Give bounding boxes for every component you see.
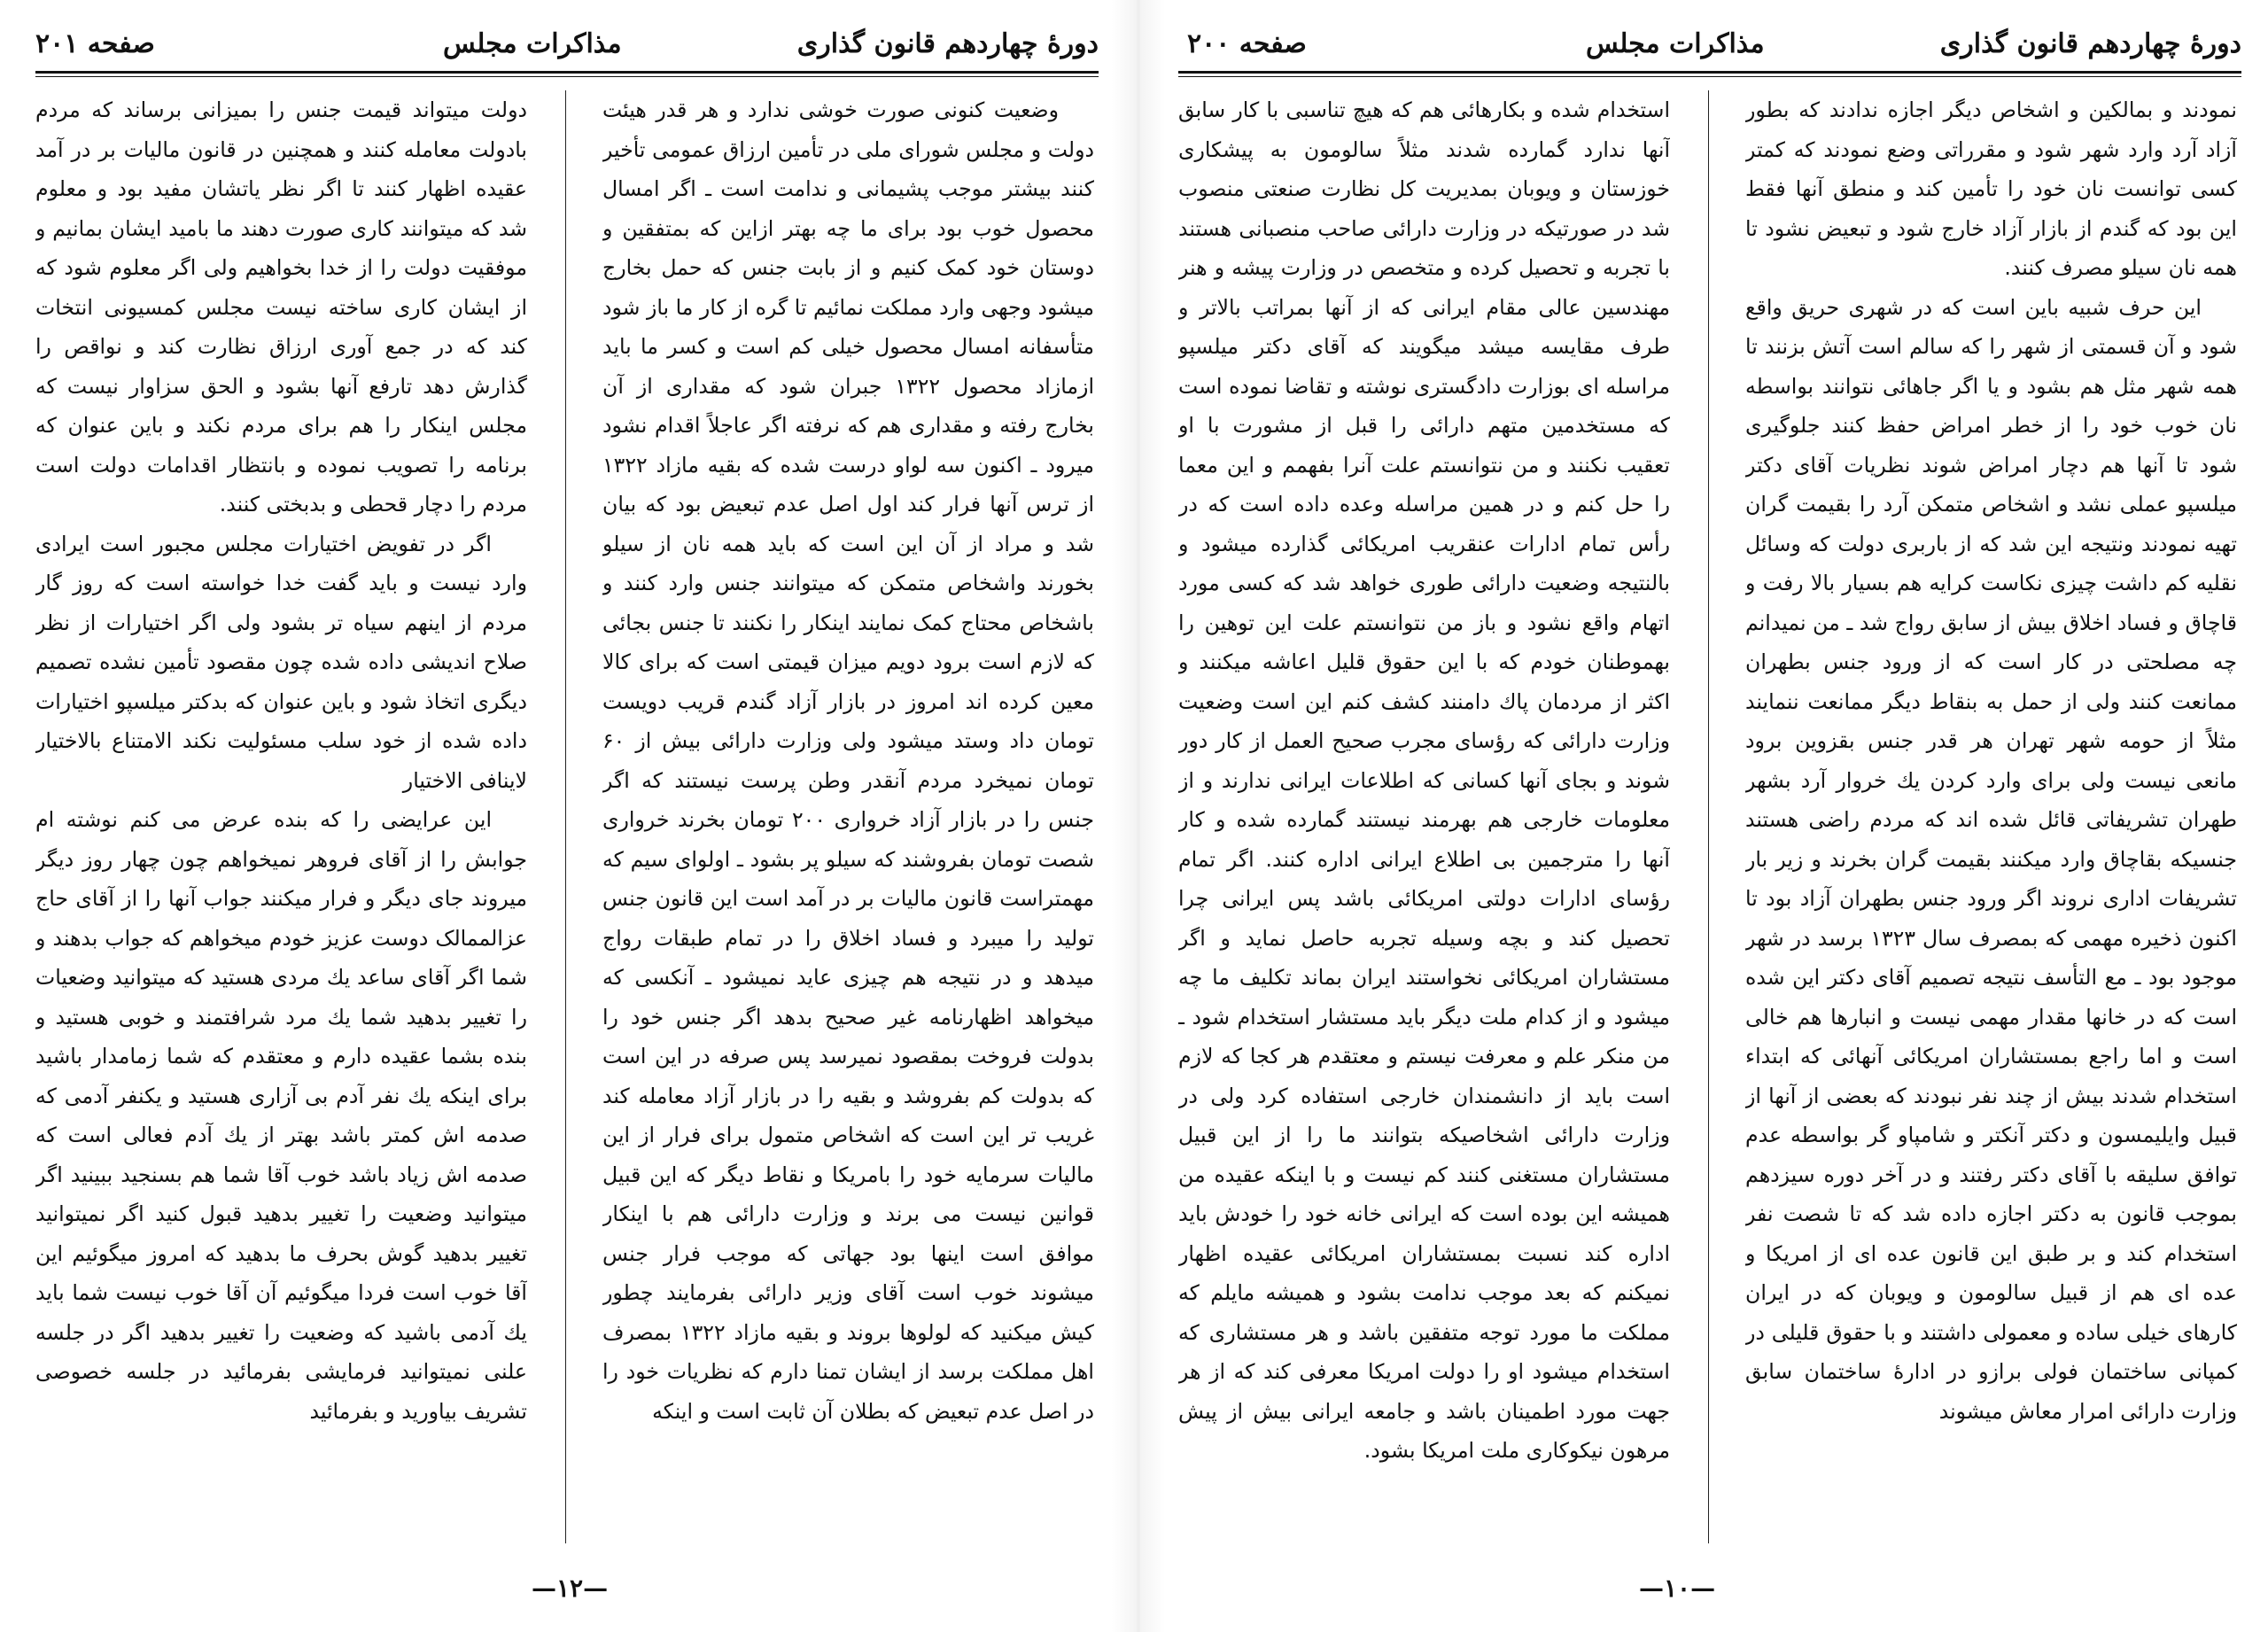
page-gutter (1112, 0, 1165, 1632)
paragraph: اگر در تفویض اختیارات مجلس مجبور است ایرادی وارد نیست و باید گفت خدا خواسته است که روز گار مردم از اینهم سیاه تر بشود ولی اگر اختیارات از نظر صلاح اندیشی داده شده چون مقصود تأمین نشده تصمیم دیگری اتخاذ شود و باین عنوان که بدکتر میلسپو اختیارات داده شده از خود سلب مسئولیت نکند الامتناع بالاختیار لاینافی الاختیار (35, 531, 527, 793)
left-page-column-divider (565, 90, 566, 1543)
left-page-footer-number: —۱۲— (532, 1574, 609, 1603)
right-page-column-left (1178, 90, 1670, 1543)
paragraph: دولت میتواند قیمت جنس را بمیزانی برساند که مردم بادولت معامله کنند و همچنین در قانون مالیات بر در آمد عقیده اظهار کنند تا اگر نظر یاتشان مفید بود و معلوم شد که میتوانند کاری صورت دهند ما بامید ایشان بمانیم و موفقیت دولت را از خدا بخواهیم ولی اگر معلوم شود که از ایشان کاری ساخته نیست مجلس کمسیونی انتخات کند که در جمع آوری ارزاق نظارت کند و نواقص را گذارش دهد تارفع آنها بشود و الحق سزاوار نیست که مجلس اینکار را هم برای مردم نکند و باین عنوان که برنامه را تصویب نموده و بانتظار اقدامات دولت است مردم را دچار قحطی و بدبختی کنند. (35, 97, 527, 517)
right-page-number-header: صفحه ۲۰۰ (1187, 28, 1307, 59)
right-page-footer-number: —۱۰— (1639, 1574, 1716, 1603)
left-page-column-right (602, 90, 1094, 1543)
right-page-session-title: دورهٔ چهاردهم قانون گذاری (1939, 28, 2241, 59)
paragraph: نمودند و بمالکین و اشخاص دیگر اجازه ندادند که بطور آزاد آرد وارد شهر شود و مقرراتی وضع نمودند که کمتر کسی توانست نان خود را تأمین کند و منطق آنها فقط این بود که گندم از بازار آزاد خارج شود و تبعیض نشود تا همه نان سیلو مصرف کنند. (1745, 97, 2237, 280)
right-page (1178, 0, 2241, 1632)
right-header-rule (1178, 71, 2241, 74)
left-page-publication-title: مذاکرات مجلس (443, 28, 622, 59)
paragraph: استخدام شده و بکارهائی هم که هیچ تناسبی با کار سابق آنها ندارد گمارده شدند مثلاً سالومون به پیشکاری خوزستان و ویوبان بمدیریت کل نظارت صنعتی منصوب شد در صورتیکه در وزارت دارائی صاحب منصبانی هستند با تجربه و تحصیل کرده و متخصص در وزارت پیشه و هنر مهندسین عالی مقام ایرانی که از آنها بمراتب بالاتر و طرف مقایسه میشد میگویند که آقای دکتر میلسپو مراسله ای بوزارت دادگستری نوشته و تقاضا نموده است که مستخدمین متهم دارائی را قبل از مشورت با او تعقیب نکنند و من نتوانستم علت آنرا بفهمم و این معما را حل کنم و در همین مراسله وعده داده است که در رأس تمام ادارات عنقریب امریکائی گذارده میشود و بالنتیجه وضعیت دارائی طوری خواهد شد که کسی مورد اتهام واقع نشود و باز من نتوانستم علت این توهین را بهموطنان خودم که با این حقوق قلیل اعاشه میکنند و اکثر از مردمان پاك دامنند کشف کنم این است وضعیت وزارت دارائی که رؤسای مجرب صحیح العمل از کار دور شوند و بجای آنها کسانی که اطلاعات ایرانی ندارند و از معلومات خارجی هم بهرمند نیستند گمارده شده و کار آنها را مترجمین بی اطلاع ایرانی اداره کنند. اگر تمام رؤسای ادارات دولتی امریکائی باشد پس ایرانی چرا تحصیل کند و بچه وسیله تجربه حاصل نماید و اگر مستشاران امریکائی نخواستند ایران بماند تکلیف ما چه میشود و از کدام ملت دیگر باید مستشار استخدام شود ـ من منکر علم و معرفت نیستم و معتقدم هر کجا که لازم است باید از دانشمندان خارجی استفاده کرد ولی در وزارت دارائی اشخاصیکه بتوانند ما را از این قبیل مستشاران مستغنی کنند کم نیست و با اینکه عقیده من همیشه این بوده است که ایرانی خانه خود را خودش باید اداره کند نسبت بمستشاران امریکائی عقیده اظهار نمیکنم که بعد موجب ندامت بشود و همیشه مایلم که مملکت ما مورد توجه متفقین باشد و هر مستشاری که استخدام میشود او را دولت امریکا معرفی کند که از هر جهت مورد اطمینان باشد و جامعه ایرانی بیش از پیش مرهون نیکوکاری ملت امریکا بشود. (1178, 97, 1670, 1463)
paragraph: این حرف شبیه باین است که در شهری حریق واقع شود و آن قسمتی از شهر را که سالم است آتش بزنند تا همه شهر مثل هم بشود و یا اگر جاهائی نتوانند بواسطه نان خوب خود را از خطر امراض حفظ کنند جلوگیری شود تا آنها هم دچار امراض شوند نظریات آقای دکتر میلسپو عملی نشد و اشخاص متمکن آرد را بقیمت گران تهیه نمودند ونتیجه این شد که از باربری دولت که وسائل نقلیه کم داشت چیزی نکاست کرایه هم بسیار بالا رفت و قاچاق و فساد اخلاق بیش از سابق رواج شد ـ من نمیدانم چه مصلحتی در کار است که از ورود جنس بطهران ممانعت کنند ولی از حمل به بنقاط دیگر ممانعت ننمایند مثلاً از حومه شهر تهران هر قدر جنس بقزوین برود مانعی نیست ولی برای وارد کردن یك خروار آرد بشهر طهران تشریفاتی قائل شده اند که مردم راضی هستند جنسیکه بقاچاق وارد میکنند بقیمت گران بخرند و زیر بار تشریفات اداری نروند اگر ورود جنس بطهران آزاد بود تا اکنون ذخیره مهمی که بمصرف سال ۱۳۲۳ برسد در شهر موجود بود ـ مع التأسف نتیجه تصمیم آقای دکتر این شده است که در خانها مقدار مهمی نیست و انبارها هم خالی است و اما راجع بمستشاران امریکائی آنهائی که ابتداء استخدام شدند بیش از چند نفر نبودند که بعضی از آنها از قبیل وایلیمسون و دکتر آنکتر و شامپاو گر بواسطه عدم توافق سلیقه با آقای دکتر رفتند و در آخر دوره سیزدهم بموجب قانون به دکتر اجازه داده شد که تا شصت نفر استخدام کند و بر طبق این قانون عده ای از امریکا و عده ای هم از قبیل سالومون و ویوبان که در ایران کارهای خیلی ساده و معمولی داشتند و با حقوق قلیلی در کمپانی ساختمان فولی برازو در ادارهٔ ساختمان سابق وزارت دارائی امرار معاش میشوند (1745, 294, 2237, 1424)
left-page (35, 0, 1099, 1632)
left-header-rule-thin (35, 76, 1099, 77)
left-page-column-left (35, 90, 527, 1543)
right-page-header (1178, 25, 2241, 69)
paragraph: وضعیت کنونی صورت خوشی ندارد و هر قدر هیئت دولت و مجلس شورای ملی در تأمین ارزاق عمومی تأخیر کنند بیشتر موجب پشیمانی و ندامت است ـ اگر امسال محصول خوب بود برای ما چه بهتر ازاین که بمتفقین و دوستان خود کمک کنیم و از بابت جنس که حمل بخارج میشود وجهی وارد مملکت نمائیم تا گره از کار ما باز شود متأسفانه امسال محصول خیلی کم است و کسر ما باید ازمازاد محصول ۱۳۲۲ جبران شود که مقداری از آن بخارج رفته و مقداری هم که نرفته اگر عاجلاً اقدام نشود میرود ـ اکنون سه لواو درست شده که بقیه مازاد ۱۳۲۲ از ترس آنها فرار کند اول اصل عدم تبعیض بود که بیان شد و مراد از آن این است که باید همه نان از سیلو بخورند واشخاص متمکن که میتوانند جنس وارد کنند و باشخاص محتاج کمک نمایند اینکار را نکنند تا جنس بجائی که لازم است برود دویم میزان قیمتی است که برای کالا معین کرده اند امروز در بازار آزاد گندم قریب دویست تومان داد وستد میشود ولی وزارت دارائی بیش از ۶۰ تومان نمیخرد مردم آنقدر وطن پرست نیستند که اگر جنس را در بازار آزاد خرواری ۲۰۰ تومان بخرند خرواری شصت تومان بفروشند که سیلو پر بشود ـ اولوای سیم که مهمتراست قانون مالیات بر در آمد است این قانون جنس تولید را میبرد و فساد اخلاق را در تمام طبقات رواج میدهد و در نتیجه هم چیزی عاید نمیشود ـ آنکسی که میخواهد اظهارنامه غیر صحیح بدهد اگر جنس خود را بدولت فروخت بمقصود نمیرسد پس صرفه در این است که بدولت کم بفروشد و بقیه را در بازار آزاد معامله کند غریب تر این است که اشخاص متمول برای فرار از این مالیات سرمایه خود را بامریکا و نقاط دیگر که این قبیل قوانین نیست می برند و وزارت دارائی هم با اینکار موافق است اینها بود جهاتی که موجب فرار جنس میشوند خوب است آقای وزیر دارائی بفرمایند چطور کیش میکنید که لولوها بروند و بقیه مازاد ۱۳۲۲ بمصرف اهل مملکت برسد از ایشان تمنا دارم که نظریات خود را در اصل عدم تبعیض که بطلان آن ثابت است و اینکه (602, 97, 1094, 1424)
left-page-number-header: صفحه ۲۰۱ (35, 28, 155, 59)
left-page-header (35, 25, 1099, 69)
right-page-publication-title: مذاکرات مجلس (1586, 28, 1765, 59)
right-page-column-right (1745, 90, 2237, 1543)
right-header-rule-thin (1178, 76, 2241, 77)
paragraph: این عرایضی را که بنده عرض می کنم نوشته ام جوابش را از آقای فروهر نمیخواهم چون چهار روز دیگر میروند جای دیگر و فرار میکنند جواب آنها را از آقای حاج عزالممالک دوست عزیز خودم میخواهم که جواب بدهند و شما اگر آقای ساعد یك مردی هستید که میتوانید وضعیات را تغییر بدهید شما یك مرد شرافتمند و خوبی هستید و بنده بشما عقیده دارم و معتقدم که شما زمامدار باشید برای اینکه یك نفر آدم بی آزاری هستید و یکنفر آدمی که صدمه اش کمتر باشد بهتر از یك آدم فعالی است که صدمه اش زیاد باشد خوب آقا شما هم بسنجید ببینید اگر میتوانید وضعیت را تغییر بدهید قبول کنید اگر نمیتوانید تغییر بدهید گوش بحرف ما بدهید که امروز میگوئیم این آقا خوب است فردا میگوئیم آن آقا خوب نیست شما باید یك آدمی باشید که وضعیت را تغییر بدهید اگر در جلسه علنی نمیتوانید فرمایشی بفرمائید در جلسه خصوصی تشریف بیاورید و بفرمائید (35, 807, 527, 1424)
right-page-column-divider (1708, 90, 1709, 1543)
left-page-session-title: دورهٔ چهاردهم قانون گذاری (796, 28, 1099, 59)
left-header-rule (35, 71, 1099, 74)
